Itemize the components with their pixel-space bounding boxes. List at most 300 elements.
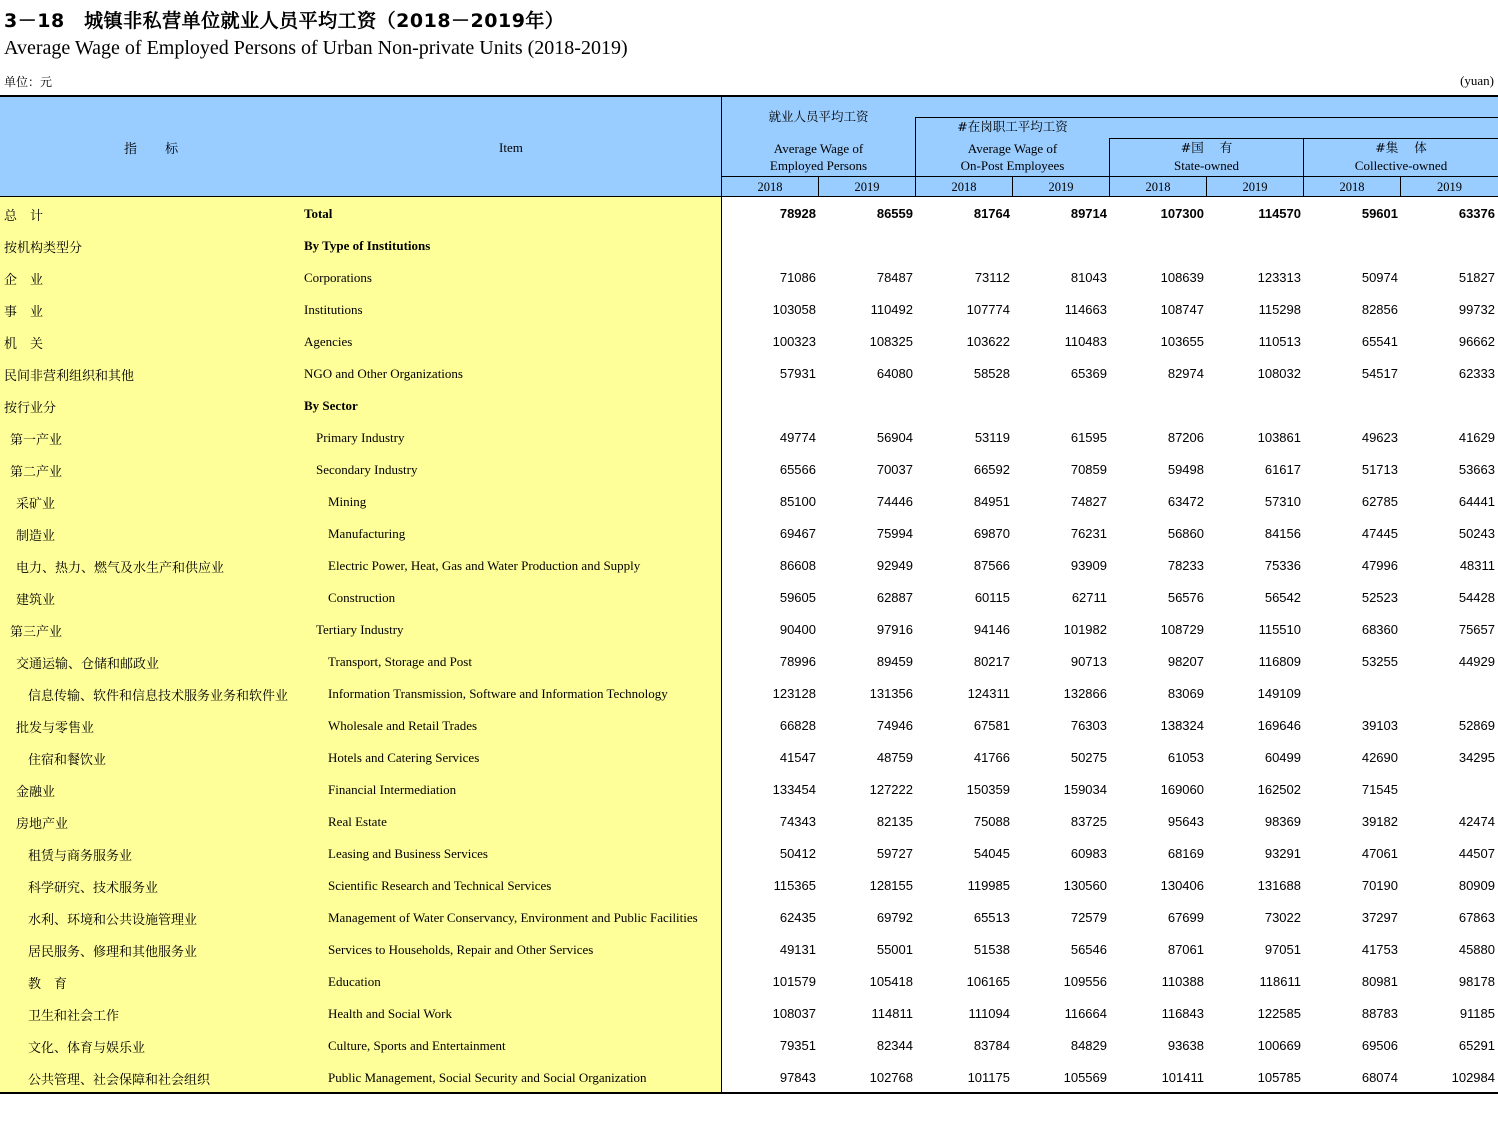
header-year: 2018 xyxy=(1145,180,1171,194)
table-row xyxy=(0,1029,1498,1061)
value-cell: 81764 xyxy=(973,206,1010,221)
value-cell: 88783 xyxy=(1361,1006,1398,1021)
value-cell: 97843 xyxy=(779,1070,816,1085)
value-cell: 114811 xyxy=(871,1006,913,1021)
header-year: 2018 xyxy=(1339,180,1365,194)
value-cell: 89714 xyxy=(1070,206,1107,221)
value-cell: 70859 xyxy=(1070,462,1107,477)
value-cell: 110513 xyxy=(1258,334,1301,349)
value-cell: 85100 xyxy=(779,494,816,509)
value-cell: 82344 xyxy=(876,1038,913,1053)
value-cell: 62435 xyxy=(779,910,816,925)
row-label-en: Construction xyxy=(328,590,396,605)
row-label-en: By Type of Institutions xyxy=(304,238,431,253)
header-group2-cn: #在岗职工平均工资 xyxy=(957,119,1068,134)
table-row xyxy=(0,549,1498,581)
value-cell: 83069 xyxy=(1167,686,1204,701)
value-cell: 110492 xyxy=(870,302,913,317)
value-cell: 82974 xyxy=(1167,366,1204,381)
header-year: 2019 xyxy=(854,180,880,194)
value-cell: 131356 xyxy=(869,686,913,701)
value-cell: 39103 xyxy=(1361,718,1398,733)
value-cell: 56542 xyxy=(1264,590,1301,605)
header-group3-en: State-owned xyxy=(1174,158,1239,173)
value-cell: 54517 xyxy=(1361,366,1398,381)
value-cell: 80909 xyxy=(1458,878,1495,893)
value-cell: 68074 xyxy=(1361,1070,1398,1085)
value-cell: 115365 xyxy=(773,878,816,893)
value-cell: 109556 xyxy=(1063,974,1107,989)
table-row xyxy=(0,613,1498,645)
value-cell: 83725 xyxy=(1070,814,1107,829)
value-cell: 108325 xyxy=(869,334,913,349)
value-cell: 79351 xyxy=(779,1038,816,1053)
table-row xyxy=(0,517,1498,549)
row-label-en: Leasing and Business Services xyxy=(328,846,488,861)
value-cell: 54045 xyxy=(973,846,1010,861)
value-cell: 138324 xyxy=(1160,718,1204,733)
value-cell: 68169 xyxy=(1167,846,1204,861)
value-cell: 56576 xyxy=(1167,590,1204,605)
value-cell: 169060 xyxy=(1160,782,1204,797)
value-cell: 68360 xyxy=(1361,622,1398,637)
row-label-en: Management of Water Conservancy, Environment and Public Facilities xyxy=(328,910,698,925)
table-row xyxy=(0,869,1498,901)
table-row xyxy=(0,741,1498,773)
value-cell: 67581 xyxy=(973,718,1010,733)
value-cell: 42474 xyxy=(1458,814,1495,829)
value-cell: 107774 xyxy=(966,302,1010,317)
value-cell: 71545 xyxy=(1361,782,1398,797)
row-label-en: Primary Industry xyxy=(316,430,405,445)
table-row xyxy=(0,773,1498,805)
value-cell: 65291 xyxy=(1458,1038,1495,1053)
table-row xyxy=(0,229,1498,261)
value-cell: 101982 xyxy=(1063,622,1107,637)
value-cell: 87206 xyxy=(1167,430,1204,445)
value-cell: 47061 xyxy=(1361,846,1398,861)
row-label-cn: 房地产业 xyxy=(16,817,69,832)
unit-label-en: (yuan) xyxy=(1460,73,1494,88)
row-label-cn: 总 计 xyxy=(4,209,44,224)
row-label-cn: 机 关 xyxy=(4,337,44,352)
value-cell: 69467 xyxy=(779,526,816,541)
value-cell: 108032 xyxy=(1257,366,1301,381)
header-year: 2019 xyxy=(1242,180,1268,194)
row-label-cn: 事 业 xyxy=(4,305,44,320)
value-cell: 93909 xyxy=(1070,558,1107,573)
row-label-en: Real Estate xyxy=(328,814,387,829)
table-bottom-rule xyxy=(0,1092,1498,1094)
row-label-en: Manufacturing xyxy=(328,526,406,541)
row-label-cn: 文化、体育与娱乐业 xyxy=(28,1041,146,1056)
row-label-en: Scientific Research and Technical Services xyxy=(328,878,552,893)
value-cell: 72579 xyxy=(1070,910,1107,925)
value-cell: 60983 xyxy=(1070,846,1107,861)
value-cell: 69870 xyxy=(973,526,1010,541)
value-cell: 84951 xyxy=(973,494,1010,509)
value-cell: 57931 xyxy=(779,366,816,381)
table-row xyxy=(0,293,1498,325)
value-cell: 47996 xyxy=(1361,558,1398,573)
value-cell: 83784 xyxy=(973,1038,1010,1053)
value-cell: 64441 xyxy=(1458,494,1495,509)
table-row xyxy=(0,837,1498,869)
row-label-cn: 制造业 xyxy=(16,529,56,544)
value-cell: 103861 xyxy=(1257,430,1301,445)
header-year: 2018 xyxy=(951,180,977,194)
value-cell: 84156 xyxy=(1264,526,1301,541)
value-cell: 149109 xyxy=(1257,686,1301,701)
value-cell: 78487 xyxy=(876,270,913,285)
row-label-en: Services to Households, Repair and Other Services xyxy=(328,942,594,957)
value-cell: 59727 xyxy=(876,846,913,861)
row-label-en: Health and Social Work xyxy=(328,1006,452,1021)
value-cell: 124311 xyxy=(967,686,1010,701)
row-label-cn: 第三产业 xyxy=(10,625,63,640)
header-group1-en-line1: Average Wage of xyxy=(773,141,864,156)
header-group4-en: Collective-owned xyxy=(1354,158,1448,173)
value-cell: 97051 xyxy=(1264,942,1301,957)
value-cell: 65369 xyxy=(1070,366,1107,381)
row-label-cn: 水利、环境和公共设施管理业 xyxy=(28,913,198,928)
value-cell: 95643 xyxy=(1167,814,1204,829)
row-label-cn: 交通运输、仓储和邮政业 xyxy=(16,657,160,672)
value-cell: 76231 xyxy=(1070,526,1107,541)
value-cell: 106165 xyxy=(966,974,1010,989)
header-group4-cn: #集 体 xyxy=(1375,140,1427,155)
value-cell: 118611 xyxy=(1259,974,1301,989)
value-cell: 48311 xyxy=(1459,558,1495,573)
value-cell: 162502 xyxy=(1257,782,1301,797)
value-cell: 51713 xyxy=(1361,462,1398,477)
row-label-cn: 按行业分 xyxy=(4,401,57,416)
row-label-en: Culture, Sports and Entertainment xyxy=(328,1038,506,1053)
value-cell: 98369 xyxy=(1264,814,1301,829)
row-label-en: Mining xyxy=(328,494,367,509)
table-row xyxy=(0,485,1498,517)
value-cell: 62711 xyxy=(1071,590,1107,605)
value-cell: 69506 xyxy=(1361,1038,1398,1053)
value-cell: 123313 xyxy=(1257,270,1301,285)
row-label-cn: 租赁与商务服务业 xyxy=(28,849,133,864)
value-cell: 78928 xyxy=(779,206,816,221)
table-row xyxy=(0,677,1498,709)
value-cell: 49774 xyxy=(779,430,816,445)
row-label-cn: 民间非营利组织和其他 xyxy=(4,369,135,384)
value-cell: 70190 xyxy=(1361,878,1398,893)
value-cell: 119985 xyxy=(967,878,1010,893)
value-cell: 132866 xyxy=(1063,686,1107,701)
row-label-en: Institutions xyxy=(304,302,363,317)
value-cell: 53119 xyxy=(974,430,1010,445)
value-cell: 127222 xyxy=(869,782,913,797)
value-cell: 87566 xyxy=(973,558,1010,573)
value-cell: 62785 xyxy=(1361,494,1398,509)
value-cell: 91185 xyxy=(1459,1006,1495,1021)
row-label-en: By Sector xyxy=(304,398,358,413)
value-cell: 105418 xyxy=(869,974,913,989)
value-cell: 37297 xyxy=(1361,910,1398,925)
value-cell: 74946 xyxy=(876,718,913,733)
value-cell: 65541 xyxy=(1361,334,1398,349)
value-cell: 69792 xyxy=(876,910,913,925)
value-cell: 110483 xyxy=(1064,334,1107,349)
table-row xyxy=(0,581,1498,613)
table-row xyxy=(0,645,1498,677)
value-cell: 107300 xyxy=(1160,206,1204,221)
value-cell: 102768 xyxy=(869,1070,913,1085)
value-cell: 76303 xyxy=(1070,718,1107,733)
row-label-cn: 信息传输、软件和信息技术服务业务和软件业 xyxy=(28,689,289,704)
value-cell: 49131 xyxy=(779,942,816,957)
value-cell: 101579 xyxy=(772,974,816,989)
value-cell: 48759 xyxy=(876,750,913,765)
value-cell: 102984 xyxy=(1451,1070,1495,1085)
row-label-cn: 建筑业 xyxy=(16,593,56,608)
row-label-cn: 科学研究、技术服务业 xyxy=(28,881,159,896)
value-cell: 50412 xyxy=(779,846,816,861)
value-cell: 57310 xyxy=(1264,494,1301,509)
table-title-en: Average Wage of Employed Persons of Urban Non-private Units (2018-2019) xyxy=(4,37,628,59)
row-label-cn: 公共管理、社会保障和社会组织 xyxy=(28,1073,211,1088)
value-cell: 99732 xyxy=(1458,302,1495,317)
value-cell: 93291 xyxy=(1264,846,1301,861)
value-cell: 52869 xyxy=(1458,718,1495,733)
row-label-en: Financial Intermediation xyxy=(328,782,457,797)
value-cell: 59605 xyxy=(779,590,816,605)
table-row xyxy=(0,709,1498,741)
value-cell: 44929 xyxy=(1458,654,1495,669)
unit-label-cn: 单位：元 xyxy=(4,75,53,89)
row-label-cn: 第一产业 xyxy=(10,433,63,448)
value-cell: 110388 xyxy=(1161,974,1204,989)
value-cell: 50275 xyxy=(1070,750,1107,765)
value-cell: 105785 xyxy=(1257,1070,1301,1085)
value-cell: 150359 xyxy=(966,782,1010,797)
value-cell: 159034 xyxy=(1063,782,1107,797)
value-cell: 108037 xyxy=(772,1006,816,1021)
row-label-en: Corporations xyxy=(304,270,372,285)
header-group1-en-line2: Employed Persons xyxy=(769,158,868,173)
row-label-en: Hotels and Catering Services xyxy=(328,750,480,765)
value-cell: 92949 xyxy=(876,558,913,573)
value-cell: 90400 xyxy=(779,622,816,637)
value-cell: 53255 xyxy=(1361,654,1398,669)
value-cell: 56546 xyxy=(1070,942,1107,957)
value-cell: 60499 xyxy=(1264,750,1301,765)
value-cell: 86608 xyxy=(779,558,816,573)
value-cell: 93638 xyxy=(1167,1038,1204,1053)
value-cell: 101175 xyxy=(967,1070,1010,1085)
value-cell: 55001 xyxy=(876,942,913,957)
row-label-cn: 第二产业 xyxy=(10,465,63,480)
row-label-en: Agencies xyxy=(304,334,353,349)
value-cell: 98207 xyxy=(1167,654,1204,669)
header-group1-cn: 就业人员平均工资 xyxy=(768,109,869,124)
value-cell: 58528 xyxy=(973,366,1010,381)
value-cell: 70037 xyxy=(876,462,913,477)
value-cell: 61617 xyxy=(1264,462,1301,477)
value-cell: 100323 xyxy=(772,334,816,349)
row-label-en: Transport, Storage and Post xyxy=(328,654,472,669)
header-year: 2019 xyxy=(1437,180,1462,194)
header-group2-en-line1: Average Wage of xyxy=(967,141,1058,156)
table-row xyxy=(0,933,1498,965)
row-label-en: Tertiary Industry xyxy=(316,622,404,637)
row-label-cn: 住宿和餐饮业 xyxy=(28,753,107,768)
value-cell: 100669 xyxy=(1257,1038,1301,1053)
value-cell: 51827 xyxy=(1458,270,1495,285)
value-cell: 47445 xyxy=(1361,526,1398,541)
value-cell: 82856 xyxy=(1361,302,1398,317)
header-group2-en-line2: On-Post Employees xyxy=(960,158,1065,173)
value-cell: 42690 xyxy=(1361,750,1398,765)
value-cell: 90713 xyxy=(1070,654,1107,669)
value-cell: 59601 xyxy=(1361,206,1398,221)
table-row xyxy=(0,901,1498,933)
value-cell: 67699 xyxy=(1167,910,1204,925)
value-cell: 115298 xyxy=(1258,302,1301,317)
value-cell: 73022 xyxy=(1264,910,1301,925)
row-label-cn: 企 业 xyxy=(4,273,44,288)
table-row xyxy=(0,965,1498,997)
value-cell: 108639 xyxy=(1160,270,1204,285)
value-cell: 78996 xyxy=(779,654,816,669)
row-label-en: Information Transmission, Software and Information Technology xyxy=(328,686,668,701)
value-cell: 80217 xyxy=(973,654,1010,669)
value-cell: 123128 xyxy=(772,686,816,701)
value-cell: 87061 xyxy=(1167,942,1204,957)
row-label-en: NGO and Other Organizations xyxy=(304,366,463,381)
value-cell: 64080 xyxy=(876,366,913,381)
row-label-en: Education xyxy=(328,974,381,989)
value-cell: 116664 xyxy=(1064,1006,1107,1021)
header-indicator-cn: 指 标 xyxy=(124,142,179,157)
value-cell: 66828 xyxy=(779,718,816,733)
value-cell: 78233 xyxy=(1167,558,1204,573)
table-row xyxy=(0,997,1498,1029)
row-label-en: Secondary Industry xyxy=(316,462,418,477)
value-cell: 39182 xyxy=(1361,814,1398,829)
value-cell: 56860 xyxy=(1167,526,1204,541)
row-label-en: Public Management, Social Security and Social Organization xyxy=(328,1070,647,1085)
value-cell: 41753 xyxy=(1361,942,1398,957)
row-label-en: Total xyxy=(304,206,333,221)
value-cell: 108747 xyxy=(1160,302,1204,317)
value-cell: 116843 xyxy=(1161,1006,1204,1021)
value-cell: 34295 xyxy=(1458,750,1495,765)
value-cell: 73112 xyxy=(974,270,1010,285)
row-label-cn: 电力、热力、燃气及水生产和供应业 xyxy=(16,561,225,576)
table-row xyxy=(0,421,1498,453)
value-cell: 65513 xyxy=(973,910,1010,925)
value-cell: 114570 xyxy=(1258,206,1301,221)
value-cell: 75657 xyxy=(1458,622,1495,637)
value-cell: 103058 xyxy=(772,302,816,317)
value-cell: 52523 xyxy=(1361,590,1398,605)
header-left-panel xyxy=(0,97,721,197)
row-label-cn: 采矿业 xyxy=(16,497,56,512)
value-cell: 114663 xyxy=(1064,302,1107,317)
value-cell: 131688 xyxy=(1257,878,1301,893)
header-item-en: Item xyxy=(499,140,523,155)
header-year: 2019 xyxy=(1048,180,1074,194)
value-cell: 41629 xyxy=(1458,430,1495,445)
table-row xyxy=(0,1061,1498,1093)
value-cell: 45880 xyxy=(1458,942,1495,957)
value-cell: 133454 xyxy=(772,782,816,797)
value-cell: 62333 xyxy=(1458,366,1495,381)
value-cell: 84829 xyxy=(1070,1038,1107,1053)
row-label-en: Wholesale and Retail Trades xyxy=(328,718,478,733)
value-cell: 41547 xyxy=(779,750,816,765)
row-label-cn: 批发与零售业 xyxy=(16,721,95,736)
value-cell: 74343 xyxy=(779,814,816,829)
row-label-en: Electric Power, Heat, Gas and Water Production and Supply xyxy=(328,558,641,573)
value-cell: 101411 xyxy=(1161,1070,1204,1085)
value-cell: 75336 xyxy=(1264,558,1301,573)
value-cell: 128155 xyxy=(869,878,913,893)
table-main-divider xyxy=(721,97,722,1093)
value-cell: 50974 xyxy=(1361,270,1398,285)
row-label-cn: 居民服务、修理和其他服务业 xyxy=(28,945,198,960)
header-group3-cn: #国 有 xyxy=(1180,140,1233,155)
value-cell: 75994 xyxy=(876,526,913,541)
row-label-cn: 按机构类型分 xyxy=(4,241,83,256)
value-cell: 63376 xyxy=(1458,206,1495,221)
value-cell: 86559 xyxy=(876,206,913,221)
value-cell: 74446 xyxy=(876,494,913,509)
value-cell: 111094 xyxy=(968,1006,1010,1021)
header-line-years-top xyxy=(722,176,1498,177)
value-cell: 63472 xyxy=(1167,494,1204,509)
value-cell: 75088 xyxy=(973,814,1010,829)
value-cell: 53663 xyxy=(1458,462,1495,477)
value-cell: 105569 xyxy=(1063,1070,1107,1085)
value-cell: 89459 xyxy=(876,654,913,669)
value-cell: 54428 xyxy=(1458,590,1495,605)
value-cell: 44507 xyxy=(1458,846,1495,861)
header-year: 2018 xyxy=(757,180,783,194)
value-cell: 74827 xyxy=(1070,494,1107,509)
value-cell: 115510 xyxy=(1258,622,1301,637)
value-cell: 51538 xyxy=(973,942,1010,957)
table-row xyxy=(0,197,1498,229)
value-cell: 169646 xyxy=(1257,718,1301,733)
value-cell: 62887 xyxy=(876,590,913,605)
table-row xyxy=(0,357,1498,389)
value-cell: 65566 xyxy=(779,462,816,477)
value-cell: 116809 xyxy=(1258,654,1301,669)
table-row xyxy=(0,261,1498,293)
value-cell: 66592 xyxy=(973,462,1010,477)
value-cell: 130560 xyxy=(1063,878,1107,893)
value-cell: 56904 xyxy=(876,430,913,445)
value-cell: 60115 xyxy=(974,590,1010,605)
value-cell: 80981 xyxy=(1361,974,1398,989)
value-cell: 49623 xyxy=(1361,430,1398,445)
value-cell: 41766 xyxy=(973,750,1010,765)
value-cell: 61595 xyxy=(1070,430,1107,445)
value-cell: 50243 xyxy=(1458,526,1495,541)
value-cell: 103622 xyxy=(966,334,1010,349)
table-row xyxy=(0,325,1498,357)
table-row xyxy=(0,805,1498,837)
value-cell: 97916 xyxy=(876,622,913,637)
value-cell: 81043 xyxy=(1070,270,1107,285)
value-cell: 59498 xyxy=(1167,462,1204,477)
